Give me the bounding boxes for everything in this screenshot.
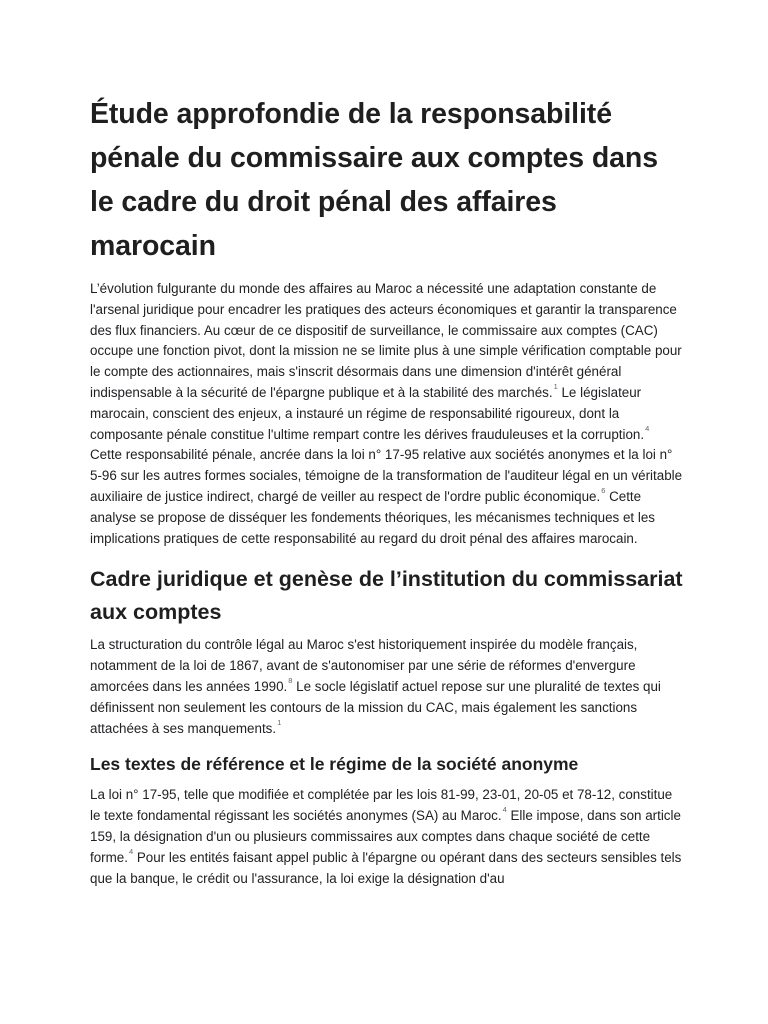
footnote-ref[interactable]: 4	[128, 847, 134, 857]
subsection-text-1: La loi n° 17-95, telle que modifiée et complétée par les lois 81-99, 23-01, 20-05 et 78-12, constitue le texte fondamental régissant les sociétés anonymes (SA) au Maroc.	[90, 787, 673, 824]
footnote-ref[interactable]: 4	[645, 423, 650, 433]
intro-paragraph	[90, 279, 684, 549]
section-paragraph	[90, 635, 684, 739]
footnote-ref[interactable]: 1	[553, 382, 558, 392]
intro-text-4: Cette analyse se propose de disséquer les fondements théoriques, les mécanismes techniques et les implications pratiques de cette responsabilité au regard du droit pénal des affaires marocain.	[90, 488, 655, 546]
intro-text-1: L’évolution fulgurante du monde des affaires au Maroc a nécessité une adaptation constante de l'arsenal juridique pour encadrer les pratiques des acteurs économiques et garantir la transparence des flux financiers. Au cœur de ce dispositif de surveillance, le commissaire aux comptes (CAC) occupe une fonction pivot, dont la mission ne se limite plus à une simple vérification comptable pour le compte des actionnaires, mais s'inscrit désormais dans une dimension d'intérêt général indispensable à la sécurité de l'épargne publique et à la stabilité des marchés.	[90, 281, 682, 400]
subsection-heading: Les textes de référence et le régime de la société anonyme	[90, 754, 579, 775]
intro-text-2: Le législateur marocain, conscient des enjeux, a instauré un régime de responsabilité rigoureux, dont la composante pénale constitue l'ultime rempart contre les dérives frauduleuses et la corruption.	[90, 384, 645, 442]
document-title: Étude approfondie de la responsabilité pénale du commissaire aux comptes dans le cadre du droit pénal des affaires marocain	[90, 98, 658, 262]
document-page	[90, 92, 684, 897]
subsection-text-2: Elle impose, dans son article 159, la désignation d'un ou plusieurs commissaires aux comptes dans chaque société de cette forme.	[90, 808, 681, 865]
footnote-ref[interactable]: 8	[288, 676, 293, 686]
footnote-ref[interactable]: 4	[502, 805, 507, 815]
subsection-paragraph	[90, 785, 684, 889]
footnote-ref[interactable]: 6	[601, 486, 606, 496]
section-heading: Cadre juridique et genèse de l’institution du commissariat aux comptes	[90, 567, 683, 625]
footnote-ref[interactable]: 1	[277, 717, 282, 727]
section-text-1: La structuration du contrôle légal au Maroc s'est historiquement inspirée du modèle français, notamment de la loi de 1867, avant de s'autonomiser par une série de réformes d'envergure amorcées dans les années 1990.	[90, 637, 638, 694]
section-text-2: Le socle législatif actuel repose sur une pluralité de textes qui définissent non seulement les contours de la mission du CAC, mais également les sanctions attachées à ses manquements.	[90, 678, 661, 736]
intro-text-3: Cette responsabilité pénale, ancrée dans la loi n° 17-95 relative aux sociétés anonymes et la loi n° 5-96 sur les autres formes sociales, témoigne de la transformation de l'auditeur légal en un véritable auxiliaire de justice indirect, chargé de veiller au respect de l'ordre public économique.	[90, 447, 683, 504]
subsection-text-3: Pour les entités faisant appel public à l'épargne ou opérant dans des secteurs sensibles tels que la banque, le crédit ou l'assurance, la loi exige la désignation d'au	[90, 849, 682, 886]
